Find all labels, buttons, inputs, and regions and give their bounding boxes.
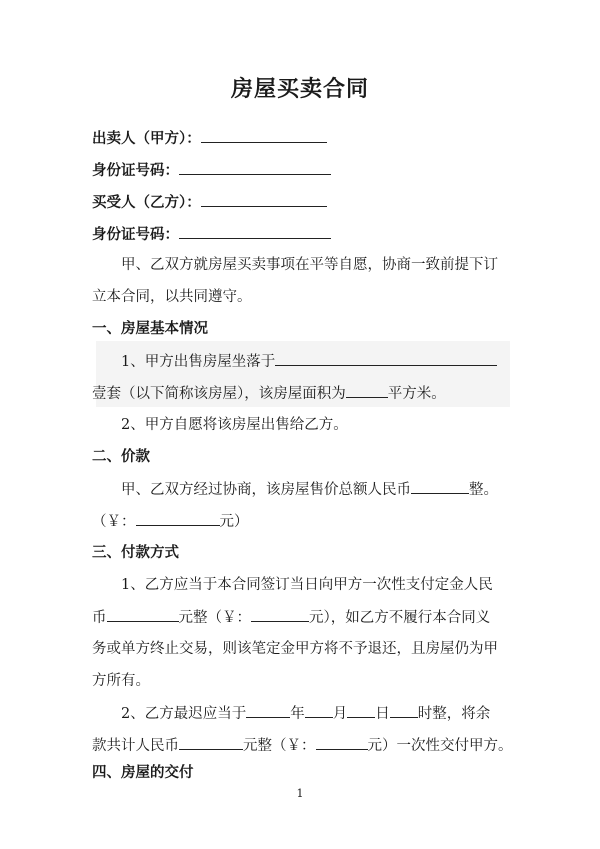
deposit-text-c: 元），如乙方不履行本合同义 [309, 610, 491, 626]
balance-text-c: 元）一次性交付甲方。 [367, 738, 513, 754]
day-blank [347, 703, 375, 718]
section1-heading: 一、房屋基本情况 [92, 320, 208, 337]
buyer-line [92, 192, 532, 213]
seller-line [92, 128, 532, 149]
section3-p1-line3: 务或单方终止交易，则该笔定金甲方将不予退还，且房屋仍为甲 [92, 641, 498, 657]
seller-label: 出卖人（甲方）： [92, 130, 201, 147]
section4-heading: 四、房屋的交付 [92, 764, 194, 781]
seller-id-line [92, 160, 532, 181]
page-number: 1 [296, 787, 304, 800]
deposit-text-a: 币 [92, 610, 107, 626]
month-blank [305, 703, 333, 718]
buyer-id-line [92, 224, 532, 245]
section2-heading: 二、价款 [92, 448, 150, 465]
section3-p2-line1 [92, 703, 561, 724]
section1-item2: 2、甲方自愿将该房屋出售给乙方。 [121, 417, 348, 433]
year-blank [246, 703, 290, 718]
balance-text-a: 款共计人民币 [92, 738, 179, 754]
balance-blank [179, 735, 243, 750]
section2-line1 [92, 479, 561, 500]
intro-line-2: 立本合同，以共同遵守。 [92, 289, 252, 305]
item1-text-b: 壹套（以下简称该房屋），该房屋面积为 [92, 386, 346, 402]
section1-item1-line2 [92, 383, 532, 404]
item1-text-c: 平方米。 [387, 386, 446, 402]
deposit-blank [107, 607, 179, 622]
area-blank [346, 383, 388, 398]
day-label: 日 [375, 706, 390, 722]
price-text: 甲、乙双方经过协商，该房屋售价总额人民币 [121, 482, 411, 498]
buyer-label: 买受人（乙方）： [92, 194, 201, 211]
price-yen-text-b: 元） [219, 514, 249, 530]
balance-text-b: 元整（￥： [243, 738, 316, 754]
document-title: 房屋买卖合同 [230, 76, 369, 102]
deposit-text-b: 元整（￥： [178, 610, 251, 626]
section3-p1-line2 [92, 607, 532, 628]
section1-item1-line1 [92, 351, 561, 372]
seller-blank [201, 128, 327, 143]
section3-p1-line4: 方所有。 [92, 673, 150, 689]
section3-heading: 三、付款方式 [92, 544, 179, 561]
location-blank [275, 351, 497, 366]
deadline-text-e: 时整，将余 [417, 706, 491, 722]
deadline-text-a: 2、乙方最迟应当于 [121, 706, 247, 722]
seller-id-label: 身份证号码： [92, 162, 179, 179]
section2-line2 [92, 511, 532, 532]
year-label: 年 [290, 706, 305, 722]
section3-p1-line1: 1、乙方应当于本合同签订当日向甲方一次性支付定金人民 [121, 577, 493, 593]
price-text-b: 整。 [469, 482, 498, 498]
price-blank [411, 479, 469, 494]
balance-yen-blank [316, 735, 368, 750]
price-yen-text: （￥： [92, 514, 136, 530]
deposit-yen-blank [251, 607, 309, 622]
hour-blank [390, 703, 418, 718]
intro-line-1: 甲、乙双方就房屋买卖事项在平等自愿，协商一致前提下订 [121, 257, 498, 273]
seller-id-blank [179, 160, 331, 175]
section3-p2-line2 [92, 735, 532, 756]
buyer-blank [201, 192, 327, 207]
price-yen-blank [136, 511, 220, 526]
month-label: 月 [332, 706, 348, 722]
buyer-id-blank [179, 224, 331, 239]
item1-text: 1、甲方出售房屋坐落于 [121, 354, 276, 370]
buyer-id-label: 身份证号码： [92, 226, 179, 243]
